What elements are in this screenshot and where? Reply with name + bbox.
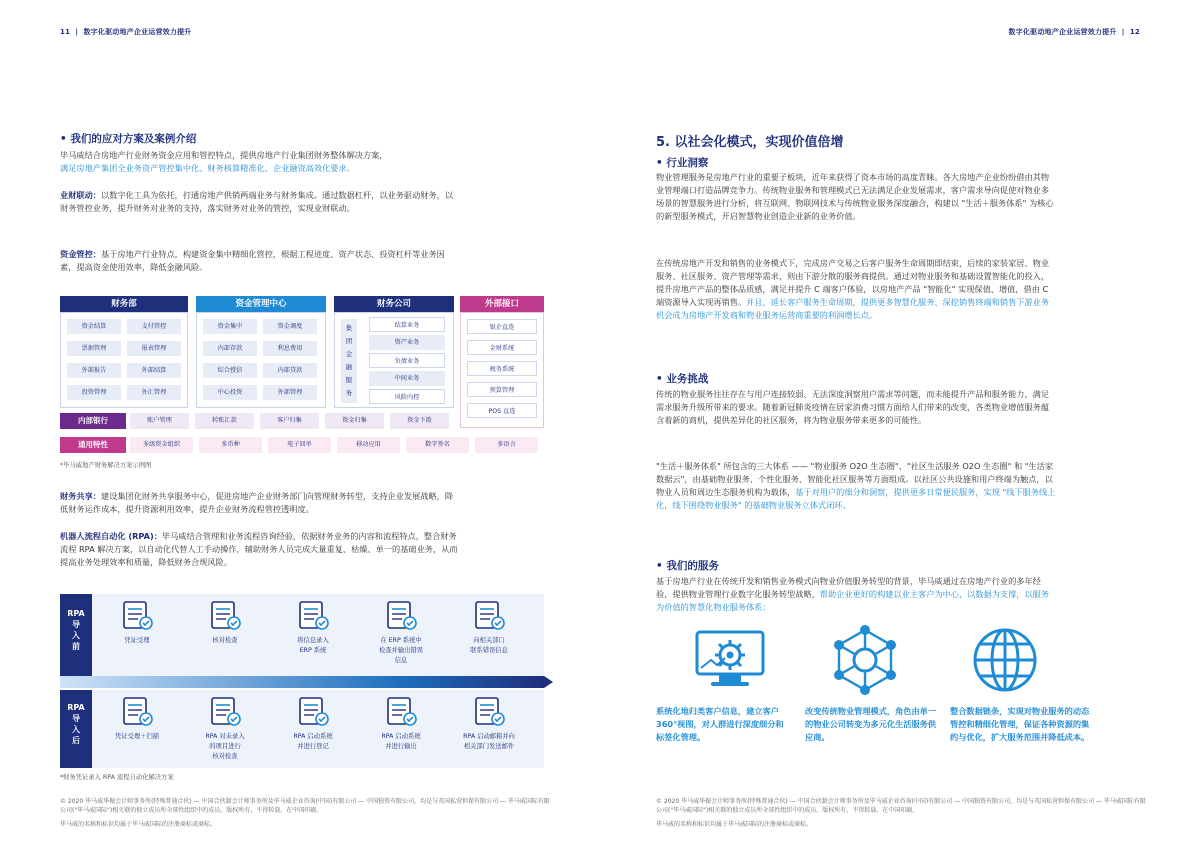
rpa-caption: *财务凭证录入 RPA 流程自动化解决方案 bbox=[60, 774, 174, 781]
rpa-step-label-line: 相关部门发送邮件 bbox=[463, 743, 515, 750]
rpa-step-label bbox=[98, 636, 176, 646]
diagram-cell: 内部贷款 bbox=[263, 363, 317, 378]
paragraph-finance-integration bbox=[60, 189, 460, 215]
side-char: 服 bbox=[345, 376, 353, 384]
rpa-step-label bbox=[186, 636, 264, 646]
section-insight-title: • 行业洞察 bbox=[656, 157, 709, 169]
col-finance-company-body bbox=[334, 312, 454, 408]
rpa-step-label-line: RPA 对未录入 bbox=[205, 733, 245, 740]
paragraph-rpa bbox=[60, 530, 460, 569]
rpa-step-label bbox=[98, 732, 176, 742]
diagram-row-item: 数字签名 bbox=[406, 437, 469, 453]
left-running-title: 数字化驱动地产企业运营效力提升 bbox=[83, 28, 192, 36]
rpa-step bbox=[362, 600, 440, 666]
rpa-step bbox=[450, 600, 528, 656]
diagram-row-item: 资金下拨 bbox=[390, 413, 449, 429]
diagram-cell: 中心投资 bbox=[203, 385, 257, 400]
clipboard-icon bbox=[274, 600, 352, 632]
insight-paragraph-1: 物业管理服务是房地产行业的重要子板块，近年来获得了资本市场的高度青睐。各大房地产企业纷纷借由其物业管理端口打造品牌竞争力。传统物业服务和管理模式已无法满足企业发展需求，客户需求导向促使对物业多场景的智慧服务进行分析，将互联网、物联网技术与传统物业服务深度融合，构建以 "生活＋服务体系" 为核心的新型服务模式，开启智慧物业创造企业新的业务价值。 bbox=[656, 172, 1054, 221]
diagram-cell: 支付管控 bbox=[127, 319, 181, 334]
service-text-2: 改变传统物业管理模式，角色由单一的物业公司转变为多元化生活服务供应商。 bbox=[805, 706, 937, 742]
diagram-row-item: 多语言 bbox=[475, 437, 538, 453]
rpa-step-label bbox=[186, 732, 264, 762]
diagram-row-item: 电子回单 bbox=[268, 437, 331, 453]
insight-p2-highlight: 并且，延长客户服务生命周期，提供更多智慧化服务、深挖销售终端和销售下游业务机会成为房地产开发商和物业服务运营商重要的利润增长点。 bbox=[656, 297, 1050, 320]
rpa-tag-line: 前 bbox=[72, 642, 80, 651]
side-char: 集 bbox=[345, 324, 353, 332]
diagram-cell: POS 直连 bbox=[467, 403, 537, 418]
rpa-step bbox=[186, 696, 264, 762]
rpa-step-label-line: 在 ERP 系统中 bbox=[380, 637, 422, 644]
col-external-title: 外部接口 bbox=[460, 296, 544, 312]
rpa-tag-line: 导 bbox=[72, 714, 80, 723]
rpa-step-label-line: 的项目进行 bbox=[209, 743, 241, 750]
common-features-label: 通用特性 bbox=[60, 437, 126, 453]
document-check-icon bbox=[186, 600, 264, 632]
rpa-step bbox=[98, 600, 176, 646]
rpa-after-tag bbox=[60, 690, 92, 768]
erp-network-icon bbox=[362, 600, 440, 632]
challenge-paragraph-2 bbox=[656, 460, 1056, 512]
finance-integration-text: 以数字化工具为依托，打通房地产供销两端业务与财务集成。通过数据杠杆，以业务驱动财务，以财务管控业务，提升财务对业务的支持，落实财务对业务的管控，实现业财联动。 bbox=[60, 190, 454, 213]
rpa-step-label bbox=[274, 732, 352, 752]
rpa-step bbox=[98, 696, 176, 742]
diagram-cell: 税务系统 bbox=[467, 361, 537, 376]
diagram-cell: 投资管理 bbox=[67, 385, 121, 400]
shared-services-text: 建设集团化财务共享服务中心，促进房地产企业财务部门向管理财务转型，支持企业发展战略，降低财务运作成本，提升资源利用效率，提升企业财务流程管控透明度。 bbox=[60, 491, 454, 514]
rpa-step-label-line: 核对检查 bbox=[212, 637, 238, 644]
insight-paragraph-2 bbox=[656, 257, 1056, 322]
rpa-tag-line: RPA bbox=[67, 609, 85, 618]
service-text-1: 系统化地归类客户信息，建立客户 360°视图，对人群进行深度细分和标签化管理。 bbox=[656, 706, 784, 742]
col-finance-dept-title: 财务部 bbox=[60, 296, 188, 312]
rpa-step-label bbox=[450, 732, 528, 752]
col-finance-company-title: 财务公司 bbox=[334, 296, 454, 312]
rpa-arrow-head bbox=[544, 676, 553, 688]
diagram-cell: 内部存款 bbox=[203, 341, 257, 356]
people-network-icon bbox=[450, 600, 528, 632]
internal-bank-label: 内部银行 bbox=[60, 413, 126, 429]
rpa-step-label bbox=[274, 636, 352, 656]
rpa-step-label-line: 检查并输出错误 bbox=[378, 647, 424, 654]
challenge-paragraph-1: 传统的物业服务往往存在与用户连接较弱、无法深度洞察用户需求等问题，而未能提升产品和服务能力，满足需求服务升级所带来的要求。随着新冠肺炎疫情在居家消费习惯方面给人们带来的改变，各类物业增值服务蕴含着新的商机，提供差异化的社区服务，将为物业服务带来更多的可能性。 bbox=[656, 389, 1050, 425]
rpa-label: 机器人流程自动化 (RPA)： bbox=[60, 531, 162, 541]
diagram-col-capital-center bbox=[196, 296, 326, 408]
diagram-cell: 外部报告 bbox=[67, 363, 121, 378]
rpa-step-label-line: RPA 启动系统 bbox=[293, 733, 333, 740]
auto-register-icon bbox=[274, 696, 352, 728]
diagram-cell: 外汇管理 bbox=[127, 385, 181, 400]
diagram-col-finance-dept bbox=[60, 296, 188, 408]
rpa-step-label-line: 凭证受理＋扫描 bbox=[114, 733, 160, 740]
col-capital-center-title: 资金管理中心 bbox=[196, 296, 326, 312]
diagram-cell: 资金调度 bbox=[263, 319, 317, 334]
diagram-cell: 资产业务 bbox=[369, 335, 445, 350]
diagram-cell: 票据管理 bbox=[67, 341, 121, 356]
diagram-cell: 外部结算 bbox=[127, 363, 181, 378]
diagram-cell: 中间业务 bbox=[369, 371, 445, 386]
rpa-tag-line: 导 bbox=[72, 620, 80, 629]
rpa-step-label-line: RPA 启动系统 bbox=[381, 733, 421, 740]
auto-mail-icon bbox=[450, 696, 528, 728]
left-footer-trademark: 毕马威的名称和标识均属于毕马威国际的注册商标或商标。 bbox=[60, 821, 217, 828]
network-hub-icon bbox=[810, 624, 920, 700]
rpa-text: 毕马威结合管理和业务流程咨询经验，依据财务业务的内容和流程特点，整合财务流程 RPA 解决方案，以自动化代替人工手动操作，辅助财务人员完成大量重复、枯燥、单一的基础业务，从而提高业务处理效率和质量，降低财务合规风险。 bbox=[60, 531, 458, 567]
diagram-cell: 资金集中 bbox=[203, 319, 257, 334]
challenge-p2-highlight: 基于对用户的细分和洞察，提供更多日常便民服务，实现 "线下服务线上化，线下围绕物业服务" 的基础物业服务立体式闭环。 bbox=[656, 487, 1056, 510]
diagram-cell: 利息费用 bbox=[263, 341, 317, 356]
service-text-3: 整合数据链条，实现对物业服务的动态管控和精细化管理，保证各种资源的集约与优化，扩大服务范围并降低成本。 bbox=[950, 706, 1090, 742]
diagram-row-item: 资金归集 bbox=[325, 413, 384, 429]
rpa-step-label-line: 向相关部门 bbox=[473, 637, 505, 644]
right-footer-trademark: 毕马威的名称和标识均属于毕马威国际的注册商标或商标。 bbox=[656, 821, 813, 828]
diagram-cell: 金财系统 bbox=[467, 340, 537, 355]
finance-integration-label: 业财联动： bbox=[60, 190, 101, 200]
rpa-step-label-line: RPA 启动邮箱并向 bbox=[463, 733, 515, 740]
rpa-step-label-line: 信息 bbox=[394, 657, 408, 664]
capital-control-text: 基于房地产行业特点，构建资金集中精细化管控，根据工程进度、资产状态、投资杠杆等业务因素，提高资金使用效率，降低金融风险。 bbox=[60, 249, 445, 272]
side-char: 融 bbox=[345, 363, 353, 371]
diagram-cell: 负债业务 bbox=[369, 353, 445, 368]
col-finance-dept-body bbox=[60, 312, 188, 408]
diagram-row-internal-bank bbox=[60, 413, 454, 429]
side-char: 团 bbox=[345, 337, 353, 345]
rpa-step bbox=[186, 600, 264, 646]
rpa-tag-line: 入 bbox=[72, 725, 80, 734]
rpa-step bbox=[274, 696, 352, 752]
diagram-row-item: 多币种 bbox=[199, 437, 262, 453]
diagram-row-item: 账户管理 bbox=[130, 413, 189, 429]
left-header: 11 | 数字化驱动地产企业运营效力提升 bbox=[60, 28, 192, 36]
diagram-row-item: 移动应用 bbox=[337, 437, 400, 453]
rpa-step-label-line: 并进行输出 bbox=[385, 743, 417, 750]
diagram-cell: 结算业务 bbox=[369, 317, 445, 332]
section-services-title: • 我们的服务 bbox=[656, 560, 719, 572]
rpa-step bbox=[450, 696, 528, 752]
rpa-step-label bbox=[362, 636, 440, 666]
rpa-step bbox=[362, 696, 440, 752]
left-footer-copyright: © 2020 毕马威华振会计师事务所(特殊普通合伙) — 中国合伙制会计师事务所及毕马威企业咨询(中国)有限公司 — 中国独资有限公司，均是与英国私营担保有限公司 — 毕马威国际有限公司("毕马威国际")相关联的独立成员所全球性组织中的成员。版权所有，不得转载。在中国印刷。 bbox=[60, 798, 550, 814]
intro-text: 毕马威结合房地产行业财务资金应用和管控特点，提供房地产行业集团财务整体解决方案， bbox=[60, 150, 388, 160]
capital-control-label: 资金管控： bbox=[60, 249, 101, 259]
rpa-step-label bbox=[362, 732, 440, 752]
rpa-step bbox=[274, 600, 352, 656]
rpa-before-tag bbox=[60, 594, 92, 676]
diagram-cell: 综合授信 bbox=[203, 363, 257, 378]
services-intro bbox=[656, 575, 1056, 614]
services-intro-text: 基于房地产行业在传统开发和销售业务模式向物业价值服务转型的背景，毕马威通过在房地产行业的多年经验，提供物业管理行业数字化服务转型战略， bbox=[656, 576, 1041, 599]
diagram-col-external bbox=[460, 296, 544, 428]
rpa-step-label-line: 核对检查 bbox=[212, 753, 238, 760]
challenge-p2-text: "生活＋服务体系" 所包含的三大体系 —— "物业服务 O2O 生态圈"、"社区生活服务 O2O 生态圈" 和 "生活家数据云"，由基础物业服务、个性化服务、智能化社区服务等方面组成。以社区公共设施和用户终端为触点，以物业人员和周边生态服务机构为载体， bbox=[656, 461, 1054, 497]
diagram-col-finance-company bbox=[334, 296, 454, 408]
solutions-intro bbox=[60, 149, 520, 175]
chapter-heading: 5. 以社会化模式，实现价值倍增 bbox=[656, 135, 844, 150]
side-char: 金 bbox=[345, 350, 353, 358]
paragraph-capital-control bbox=[60, 248, 460, 274]
invoice-icon bbox=[98, 600, 176, 632]
rpa-tag-line: 入 bbox=[72, 631, 80, 640]
right-footer-copyright: © 2020 毕马威华振会计师事务所(特殊普通合伙) — 中国合伙制会计师事务所及毕马威企业咨询(中国)有限公司 — 中国独资有限公司，均是与英国私营担保有限公司 — 毕马威国际有限公司("毕马威国际")相关联的独立成员所全球性组织中的成员。版权所有，不得转载。在中国印刷。 bbox=[656, 798, 1146, 814]
diagram-cell: 外部管理 bbox=[263, 385, 317, 400]
right-page-number: 12 bbox=[1129, 28, 1140, 36]
paragraph-shared-services bbox=[60, 490, 460, 516]
rpa-step-label-line: 将信息录入 bbox=[297, 637, 329, 644]
rpa-step-label-line: 联系错误信息 bbox=[470, 647, 508, 654]
section-challenge-title: • 业务挑战 bbox=[656, 373, 709, 385]
services-intro-highlight: 帮助企业更好的构建以业主客户为中心，以数据为支撑，以服务为价值的智慧化物业服务体系： bbox=[656, 589, 1050, 612]
left-page-number: 11 bbox=[60, 28, 71, 36]
diagram-row-item: 转账汇款 bbox=[195, 413, 254, 429]
diagram-cell: 风险内控 bbox=[369, 389, 445, 404]
monitor-gear-icon bbox=[675, 628, 785, 696]
col-external-body bbox=[460, 312, 544, 428]
right-running-title: 数字化驱动地产企业运营效力提升 bbox=[1008, 28, 1117, 36]
globe-icon bbox=[950, 624, 1060, 700]
right-page bbox=[600, 0, 1200, 849]
diagram-cell: 银企直连 bbox=[467, 319, 537, 334]
side-char: 务 bbox=[345, 389, 353, 397]
rpa-step-label-line: 凭证受理 bbox=[124, 637, 150, 644]
shared-services-label: 财务共享： bbox=[60, 491, 101, 501]
diagram-cell: 报表管理 bbox=[127, 341, 181, 356]
diagram-row-common-features bbox=[60, 437, 544, 453]
rpa-arrow-bar bbox=[60, 676, 544, 688]
right-header: 数字化驱动地产企业运营效力提升 | 12 bbox=[1008, 28, 1140, 36]
auto-output-icon bbox=[362, 696, 440, 728]
diagram-cell: 预算管理 bbox=[467, 382, 537, 397]
section-solutions-title: • 我们的应对方案及案例介绍 bbox=[60, 133, 197, 145]
scan-icon bbox=[98, 696, 176, 728]
group-finance-service-label bbox=[341, 319, 357, 403]
diagram-caption: *毕马威地产财务解决方案示例图 bbox=[60, 462, 152, 469]
auto-entry-icon bbox=[186, 696, 264, 728]
rpa-tag-line: 后 bbox=[72, 736, 80, 745]
col-capital-center-body bbox=[196, 312, 326, 408]
rpa-step-label-line: 并进行登记 bbox=[297, 743, 329, 750]
rpa-step-label-line: ERP 系统 bbox=[299, 647, 327, 654]
diagram-cell: 资金结算 bbox=[67, 319, 121, 334]
diagram-row-item: 多级资金组织 bbox=[130, 437, 193, 453]
insight-p2-text: 在传统房地产开发和销售的业务模式下，完成房产交易之后客户服务生命周期即结束，后续的家装家居、物业服务、社区服务、资产管理等需求，则由下游分散的服务商提供。通过对物业服务和基础设置智能化的投入，提升房地产产品的整体品质感，满足并提升 C 端客户体验，以房地产产品 "智能化" 实现保值、增值，借由 C 端资源导入实现再销售。 bbox=[656, 258, 1050, 307]
rpa-step-label bbox=[450, 636, 528, 656]
intro-highlight: 满足房地产集团全业务资产管控集中化、财务核算精准化、企业融资高效化要求。 bbox=[60, 163, 355, 173]
diagram-row-item: 客户归集 bbox=[260, 413, 319, 429]
rpa-tag-line: RPA bbox=[67, 703, 85, 712]
